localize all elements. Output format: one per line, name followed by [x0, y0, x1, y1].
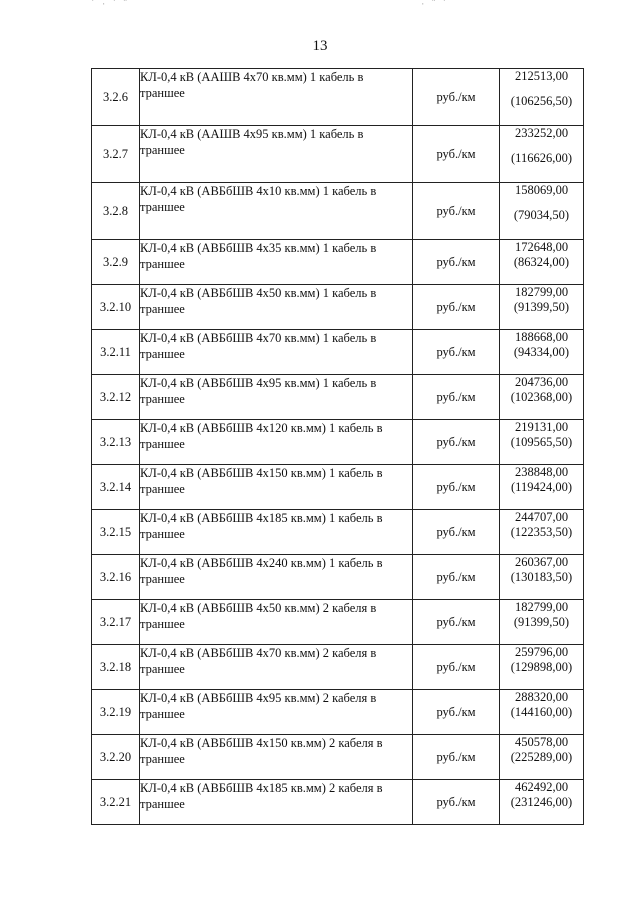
item-price-alt: (91399,50) [513, 615, 570, 629]
item-description [140, 555, 413, 600]
item-price-cell [500, 780, 584, 825]
item-price: 238848,00 [514, 465, 569, 479]
item-price-cell [500, 330, 584, 375]
item-price: 158069,00 [514, 183, 569, 197]
item-description-line: траншее [140, 707, 185, 721]
item-number: 3.2.21 [92, 780, 140, 825]
item-number: 3.2.7 [92, 126, 140, 183]
table-row [92, 375, 584, 420]
item-price-cell [500, 690, 584, 735]
item-unit: руб./км [413, 690, 500, 735]
item-description-line: КЛ-0,4 кВ (АВБбШВ 4х150 кв.мм) 2 кабеля в [140, 736, 383, 750]
item-unit: руб./км [413, 240, 500, 285]
item-number: 3.2.6 [92, 69, 140, 126]
item-price-alt: (130183,50) [510, 570, 573, 584]
item-price: 172648,00 [514, 240, 569, 254]
item-description [140, 780, 413, 825]
item-number: 3.2.13 [92, 420, 140, 465]
table-row [92, 69, 584, 126]
item-description-line: КЛ-0,4 кВ (АВБбШВ 4х185 кв.мм) 1 кабель в [140, 511, 383, 525]
item-number: 3.2.18 [92, 645, 140, 690]
table-row [92, 555, 584, 600]
item-unit: руб./км [413, 600, 500, 645]
table-row [92, 240, 584, 285]
item-number: 3.2.17 [92, 600, 140, 645]
page-number: 13 [312, 38, 328, 54]
item-unit: руб./км [413, 375, 500, 420]
item-unit: руб./км [413, 465, 500, 510]
table-row [92, 780, 584, 825]
item-number: 3.2.15 [92, 510, 140, 555]
table-row [92, 735, 584, 780]
item-description-line: КЛ-0,4 кВ (АВБбШВ 4х120 кв.мм) 1 кабель в [140, 421, 383, 435]
table-row [92, 645, 584, 690]
item-description [140, 735, 413, 780]
item-price-cell [500, 510, 584, 555]
item-description [140, 465, 413, 510]
item-unit: руб./км [413, 330, 500, 375]
item-description-line: КЛ-0,4 кВ (АВБбШВ 4х70 кв.мм) 1 кабель в [140, 331, 377, 345]
item-price: 188668,00 [514, 330, 569, 344]
item-description-line: КЛ-0,4 кВ (АВБбШВ 4х150 кв.мм) 1 кабель в [140, 466, 383, 480]
item-description [140, 690, 413, 735]
item-price: 288320,00 [514, 690, 569, 704]
item-description-line: КЛ-0,4 кВ (АВБбШВ 4х240 кв.мм) 1 кабель в [140, 556, 383, 570]
item-description-line: траншее [140, 86, 185, 100]
item-price: 462492,00 [514, 780, 569, 794]
item-description-line: траншее [140, 662, 185, 676]
item-price-alt: (91399,50) [513, 300, 570, 314]
item-description-line: КЛ-0,4 кВ (АВБбШВ 4х35 кв.мм) 1 кабель в [140, 241, 377, 255]
item-description-line: КЛ-0,4 кВ (АВБбШВ 4х10 кв.мм) 1 кабель в [140, 184, 377, 198]
item-price-alt: (86324,00) [513, 255, 570, 269]
table-row [92, 330, 584, 375]
item-description-line: траншее [140, 437, 185, 451]
item-number: 3.2.16 [92, 555, 140, 600]
table-row [92, 420, 584, 465]
item-description [140, 126, 413, 183]
item-price-cell [500, 126, 584, 183]
item-description [140, 375, 413, 420]
scan-noise: · ¨ ˙ [420, 0, 448, 10]
item-unit: руб./км [413, 183, 500, 240]
item-price-cell [500, 735, 584, 780]
item-price-alt: (231246,00) [510, 795, 573, 809]
item-description [140, 600, 413, 645]
item-price-alt: (122353,50) [510, 525, 573, 539]
item-price-cell [500, 555, 584, 600]
item-price-cell [500, 645, 584, 690]
item-price: 244707,00 [514, 510, 569, 524]
item-description-line: КЛ-0,4 кВ (АВБбШВ 4х95 кв.мм) 1 кабель в [140, 376, 377, 390]
item-description-line: траншее [140, 572, 185, 586]
item-unit: руб./км [413, 510, 500, 555]
item-price-alt: (119424,00) [511, 480, 572, 494]
item-price-alt: (116626,00) [511, 151, 572, 165]
item-number: 3.2.9 [92, 240, 140, 285]
item-description [140, 645, 413, 690]
item-number: 3.2.20 [92, 735, 140, 780]
item-unit: руб./км [413, 126, 500, 183]
table-row [92, 690, 584, 735]
item-price-cell [500, 600, 584, 645]
item-description [140, 420, 413, 465]
item-price-alt: (225289,00) [510, 750, 573, 764]
item-unit: руб./км [413, 645, 500, 690]
item-price-cell [500, 285, 584, 330]
item-price: 219131,00 [514, 420, 569, 434]
item-price: 260367,00 [514, 555, 569, 569]
item-unit: руб./км [413, 780, 500, 825]
item-description [140, 330, 413, 375]
item-price: 259796,00 [514, 645, 569, 659]
item-price-cell [500, 420, 584, 465]
item-description-line: траншее [140, 143, 185, 157]
item-number: 3.2.14 [92, 465, 140, 510]
item-description-line: КЛ-0,4 кВ (АВБбШВ 4х50 кв.мм) 1 кабель в [140, 286, 377, 300]
item-unit: руб./км [413, 69, 500, 126]
item-price: 450578,00 [514, 735, 569, 749]
item-description-line: траншее [140, 347, 185, 361]
item-price-alt: (94334,00) [513, 345, 570, 359]
item-price-alt: (79034,50) [513, 208, 570, 222]
item-unit: руб./км [413, 735, 500, 780]
item-number: 3.2.11 [92, 330, 140, 375]
item-price-cell [500, 183, 584, 240]
item-number: 3.2.8 [92, 183, 140, 240]
item-price-cell [500, 375, 584, 420]
item-description-line: КЛ-0,4 кВ (АВБбШВ 4х95 кв.мм) 2 кабеля в [140, 691, 377, 705]
item-description [140, 240, 413, 285]
item-price: 212513,00 [514, 69, 569, 83]
item-description-line: КЛ-0,4 кВ (АВБбШВ 4х185 кв.мм) 2 кабеля в [140, 781, 383, 795]
item-description-line: траншее [140, 302, 185, 316]
item-price-alt: (129898,00) [510, 660, 573, 674]
rates-table [91, 68, 584, 825]
item-price: 233252,00 [514, 126, 569, 140]
rates-table-body [92, 69, 584, 825]
item-price-alt: (106256,50) [510, 94, 573, 108]
table-row [92, 126, 584, 183]
table-row [92, 600, 584, 645]
item-description-line: КЛ-0,4 кВ (ААШВ 4х70 кв.мм) 1 кабель в [140, 70, 364, 84]
table-row [92, 510, 584, 555]
item-description [140, 285, 413, 330]
item-number: 3.2.19 [92, 690, 140, 735]
item-price-cell [500, 240, 584, 285]
item-description-line: траншее [140, 482, 185, 496]
table-row [92, 465, 584, 510]
item-description [140, 69, 413, 126]
item-description-line: траншее [140, 527, 185, 541]
item-number: 3.2.10 [92, 285, 140, 330]
item-price-alt: (144160,00) [510, 705, 573, 719]
item-price: 182799,00 [514, 600, 569, 614]
item-description-line: траншее [140, 200, 185, 214]
item-description-line: КЛ-0,4 кВ (АВБбШВ 4х50 кв.мм) 2 кабеля в [140, 601, 377, 615]
item-description [140, 510, 413, 555]
item-price: 204736,00 [514, 375, 569, 389]
table-row [92, 183, 584, 240]
item-description [140, 183, 413, 240]
item-unit: руб./км [413, 555, 500, 600]
item-price-alt: (102368,00) [510, 390, 573, 404]
item-description-line: КЛ-0,4 кВ (АВБбШВ 4х70 кв.мм) 2 кабеля в [140, 646, 377, 660]
item-unit: руб./км [413, 285, 500, 330]
item-description-line: траншее [140, 392, 185, 406]
item-description-line: траншее [140, 752, 185, 766]
item-price-alt: (109565,50) [510, 435, 573, 449]
item-price-cell [500, 69, 584, 126]
item-description-line: траншее [140, 257, 185, 271]
item-price-cell [500, 465, 584, 510]
table-row [92, 285, 584, 330]
item-unit: руб./км [413, 420, 500, 465]
item-description-line: КЛ-0,4 кВ (ААШВ 4х95 кв.мм) 1 кабель в [140, 127, 364, 141]
scan-noise: ˙ · ˙ ¨ [90, 0, 128, 10]
item-description-line: траншее [140, 797, 185, 811]
item-number: 3.2.12 [92, 375, 140, 420]
item-price: 182799,00 [514, 285, 569, 299]
item-description-line: траншее [140, 617, 185, 631]
